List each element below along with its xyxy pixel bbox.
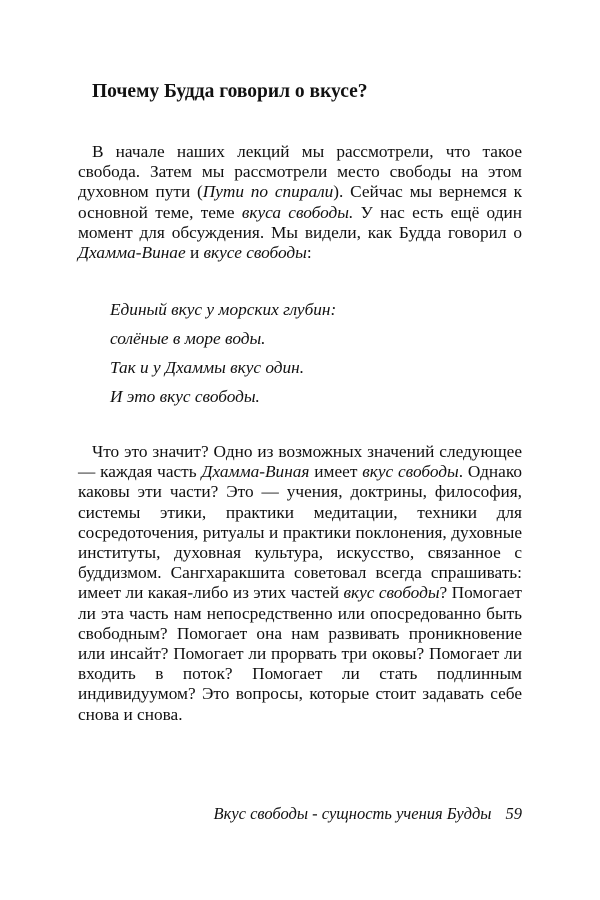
paragraph-2-text xyxy=(78,442,522,724)
page-number: 59 xyxy=(505,804,522,823)
italic-run: Пути по спирали xyxy=(202,182,334,202)
italic-run: Дхамма-Виная xyxy=(201,462,310,482)
verse-block xyxy=(110,300,336,416)
italic-run: вкус свободы xyxy=(343,583,440,603)
book-page xyxy=(78,0,522,900)
paragraph-1-text xyxy=(78,142,522,262)
verse-line: солёные в море воды. xyxy=(110,329,266,348)
verse-line: Единый вкус у морских глубин: xyxy=(110,300,337,319)
text-run: В начале наших лекций мы рассмотрели, что такое свобода. Затем мы рассмотрели место свободы на этом духовном пути ( xyxy=(78,142,522,202)
verse-line: И это вкус свободы. xyxy=(110,387,260,406)
italic-run: вкуса свободы. xyxy=(241,202,354,222)
text-run: имеет xyxy=(309,462,363,482)
paragraph-1 xyxy=(78,142,522,263)
italic-run: вкус свободы xyxy=(362,462,459,482)
text-run: Что это значит? Одно из возможных значений следующее — каждая часть xyxy=(78,442,522,482)
verse-line: Так и у Дхаммы вкус один. xyxy=(110,358,305,377)
text-run: У нас есть ещё один момент для обсуждения. Мы видели, как Будда говорил о xyxy=(78,202,522,242)
italic-run: Дхамма-Винае xyxy=(78,243,186,263)
text-run: . Однако каковы эти части? Это — учения, доктрины, философия, системы этики, практики медитации, техники для сосредоточения, ритуалы и практики поклонения, духовные институты, духовная культура, искусство, связанное с буддизмом. Сангхаракшита советовал всегда спрашивать: имеет ли какая-либо из этих частей xyxy=(78,462,522,603)
italic-run: вкусе свободы xyxy=(203,243,307,263)
text-run: : xyxy=(306,243,312,263)
section-heading: Почему Будда говорил о вкусе? xyxy=(92,81,368,102)
paragraph-2 xyxy=(78,442,522,725)
text-run: и xyxy=(185,243,204,263)
text-run: ). Сейчас мы вернемся к основной теме, теме xyxy=(78,182,522,222)
page-footer xyxy=(214,804,522,824)
running-title: Вкус свободы - сущность учения Будды xyxy=(213,804,492,823)
text-run: ? Помогает ли эта часть нам непосредственно или опосредованно быть свободным? Помогает она нам развивать проникновение или инсайт? Помогает ли прорвать три оковы? Помогает ли входить в поток? Помогает ли стать подлинным индивидуумом? Это вопросы, которые стоит задавать себе снова и снова. xyxy=(78,583,522,724)
